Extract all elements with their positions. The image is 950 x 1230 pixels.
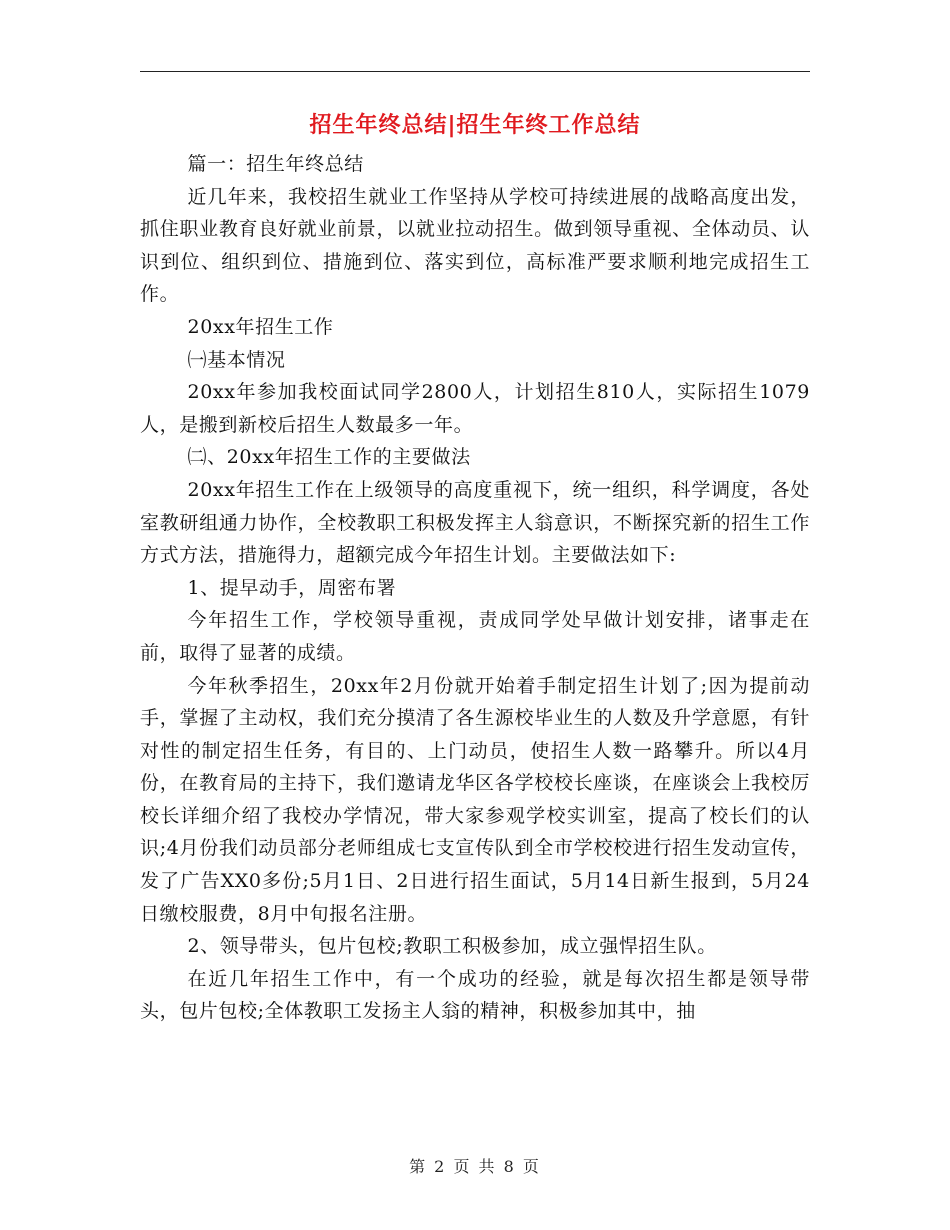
- paragraph: 1、提早动手，周密布署: [187, 576, 397, 599]
- paragraph: 2、领导带头，包片包校;教职工积极参加，成立强悍招生队。: [187, 935, 717, 958]
- paragraph: 20xx年参加我校面试同学2800人，计划招生810人，实际招生1079人，是搬到新校后招生人数最多一年。: [140, 381, 810, 436]
- document-title: 招生年终总结|招生年终工作总结: [309, 113, 641, 138]
- paragraph: 今年秋季招生，20xx年2月份就开始着手制定招生计划了;因为提前动手，掌握了主动权，我们充分摸清了各生源校毕业生的人数及升学意愿，有针对性的制定招生任务，有目的、上门动员，使招生人数一路攀升。所以4月份，在教育局的主持下，我们邀请龙华区各学校校长座谈，在座谈会上我校厉校长详细介绍了我校办学情况，带大家参观学校实训室，提高了校长们的认识;4月份我们动员部分老师组成七支宣传队到全市学校校进行招生发动宣传，发了广告XX0多份;5月1日、2日进行招生面试，5月14日新生报到，5月24日缴校服费，8月中旬报名注册。: [140, 674, 810, 925]
- paragraph: 今年招生工作，学校领导重视，责成同学处早做计划安排，诸事走在前，取得了显著的成绩。: [140, 609, 810, 664]
- page-number-footer: 第 2 页 共 8 页: [409, 1157, 541, 1176]
- paragraph: 在近几年招生工作中，有一个成功的经验，就是每次招生都是领导带头，包片包校;全体教职工发扬主人翁的精神，积极参加其中，抽: [140, 967, 810, 1023]
- document-body: [140, 148, 810, 1028]
- paragraph: ㈡、20xx年招生工作的主要做法: [187, 446, 471, 469]
- paragraph: 20xx年招生工作在上级领导的高度重视下，统一组织，科学调度，各处室教研组通力协作，全校教职工积极发挥主人翁意识，不断探究新的招生工作方式方法，措施得力，超额完成今年招生计划。主要做法如下:: [140, 478, 810, 567]
- paragraph: 近几年来，我校招生就业工作坚持从学校可持续进展的战略高度出发，抓住职业教育良好就业前景，以就业拉动招生。做到领导重视、全体动员、认识到位、组织到位、措施到位、落实到位，高标准严要求顺利地完成招生工作。: [140, 185, 810, 306]
- paragraph: 20xx年招生工作: [187, 315, 334, 338]
- header-rule: [140, 71, 810, 72]
- paragraph: ㈠基本情况: [187, 348, 286, 371]
- paragraph: 篇一：招生年终总结: [187, 153, 364, 175]
